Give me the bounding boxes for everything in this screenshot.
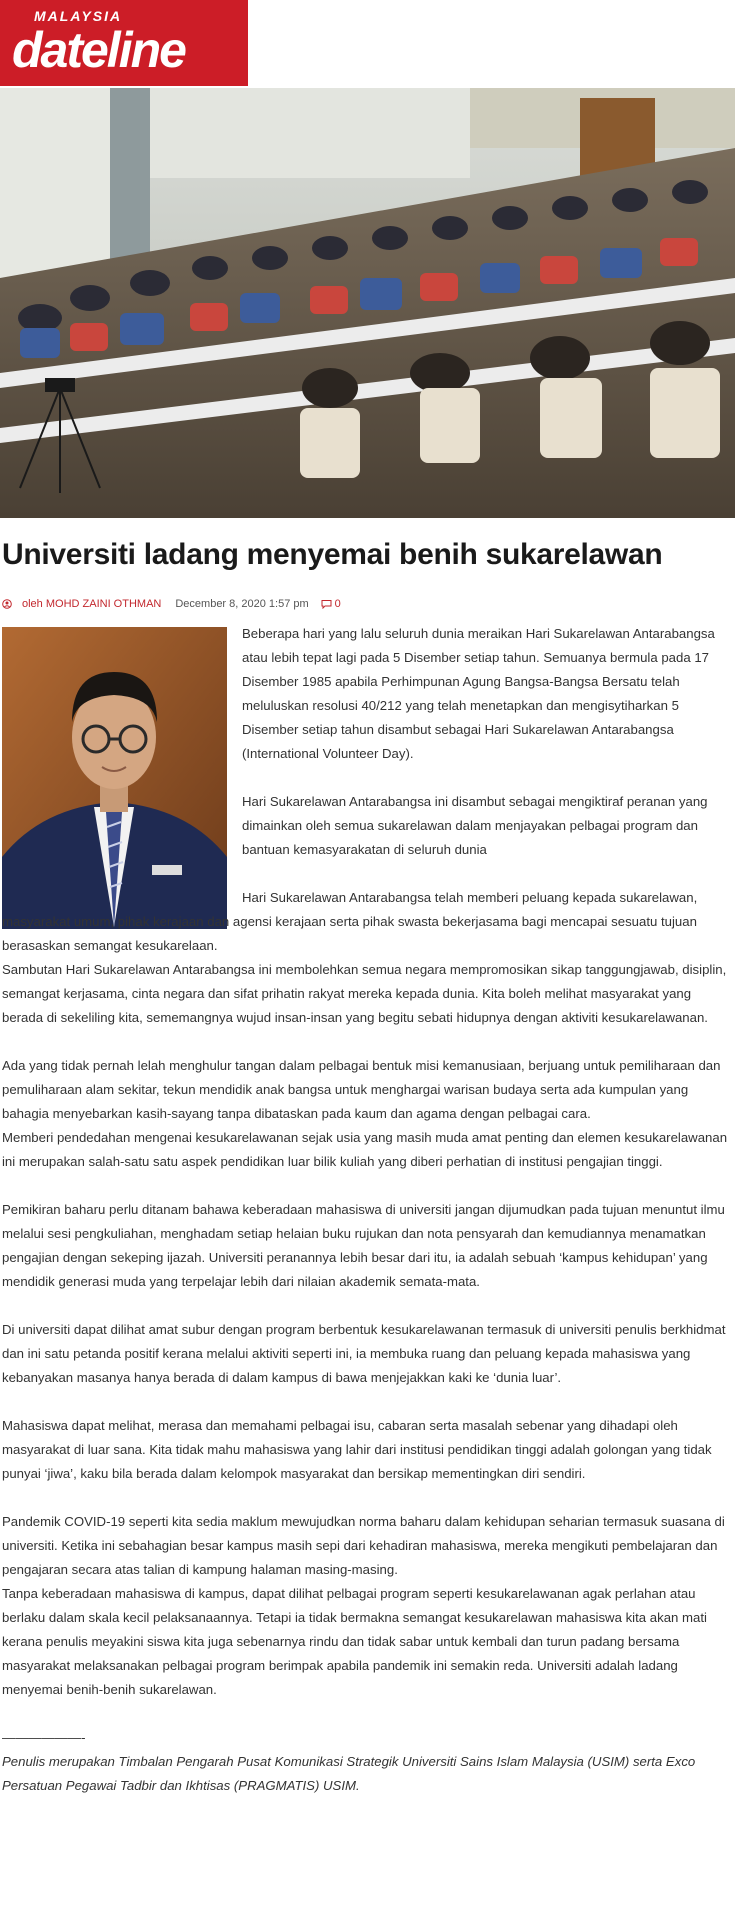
paragraph: Beberapa hari yang lalu seluruh dunia meraikan Hari Sukarelawan Antarabangsa atau lebih tepat lagi pada 5 Disember setiap tahun. Semuanya bermula pada 17 Disember 1985 apabila Perhimpunan Agung Bangsa-Bangsa Bersatu telah meluluskan resolusi 40/212 yang telah menetapkan dan mengisytiharkan 5 Disember setiap tahun disambut sebagai Hari Sukarelawan Antarabangsa (International Volunteer Day). — [242, 626, 715, 761]
hero-image — [0, 88, 735, 518]
article-meta — [2, 597, 341, 611]
article-title: Universiti ladang menyemai benih sukarelawan — [2, 538, 663, 571]
site-logo[interactable] — [0, 0, 248, 86]
author-link[interactable]: oleh MOHD ZAINI OTHMAN — [22, 598, 162, 610]
paragraph: Hari Sukarelawan Antarabangsa telah memberi peluang kepada sukarelawan, masyarakat umum, pihak kerajaan dan agensi kerajaan serta pihak swasta bekerjasama bagi mencapai sesuatu tujuan berasaskan semangat kesukarelaan. — [2, 890, 698, 953]
paragraph: Sambutan Hari Sukarelawan Antarabangsa ini membolehkan semua negara mempromosikan sikap tanggungjawab, disiplin, semangat kerjasama, cinta negara dan sifat prihatin rakyat mereka kepada dunia. Kita boleh melihat masyarakat yang berada di sekeliling kita, sememangnya wujud insan-insan yang begitu sebati hidupnya dengan aktiviti kesukarelawanan. — [2, 962, 727, 1025]
paragraph: Hari Sukarelawan Antarabangsa ini disambut sebagai mengiktiraf peranan yang dimainkan oleh semua sukarelawan dalam menjayakan pelbagai program dan bantuan kemasyarakatan di seluruh dunia — [242, 794, 708, 857]
paragraph: Tanpa keberadaan mahasiswa di kampus, dapat dilihat pelbagai program seperti kesukarelawanan agak perlahan atau berlaku dalam skala kecil pelaksanaannya. Tetapi ia tidak bermakna semangat kesukarelawan mahasiswa kita akan mati kerana penulis meyakini siswa kita juga sebenarnya rindu dan tidak sabar untuk kembali dan turun padang bersama masyarakat melaksanakan pelbagai program berimpak apabila pandemik ini semakin reda. Universiti adalah ladang menyemai benih-benih sukarelawan. — [2, 1586, 707, 1697]
comments-count: 0 — [334, 598, 341, 610]
article-body — [2, 622, 734, 1798]
paragraph: Pandemik COVID-19 seperti kita sedia maklum mewujudkan norma baharu dalam kehidupan seharian termasuk suasana di universiti. Ketika ini sebahagian besar kampus masih sepi dari kehadiran mahasiswa, mereka mengikuti pembelajaran dan pengajaran secara atas talian di kampung halaman masing-masing. — [2, 1514, 725, 1577]
paragraph: Ada yang tidak pernah lelah menghulur tangan dalam pelbagai bentuk misi kemanusiaan, berjuang untuk pemiliharaan dan pemuliharaan alam sekitar, tekun mendidik anak bangsa untuk menghargai warisan budaya serta ada kumpulan yang bahagia menyebarkan kasih-sayang tanpa dibataskan pada kaum dan agama dengan pelbagai cara. — [2, 1058, 721, 1121]
logo-main-text: dateline — [12, 22, 185, 78]
user-icon — [2, 599, 12, 609]
paragraph: Pemikiran baharu perlu ditanam bahawa keberadaan mahasiswa di universiti jangan dijumudkan pada tujuan menuntut ilmu melalui sesi pengkuliahan, menghadam setiap helaian buku rujukan dan nota pensyarah dan kemudiannya menamatkan pengajian dengan sekeping ijazah. Universiti peranannya lebih besar dari itu, ia adalah sebuah ‘kampus kehidupan’ yang mendidik generasi muda yang terpelajar lebih dari nilaian akademik semata-mata. — [2, 1202, 725, 1289]
separator: ——————- — [2, 1730, 86, 1745]
comments-link[interactable] — [321, 598, 341, 610]
paragraph: Memberi pendedahan mengenai kesukarelawanan sejak usia yang masih muda amat penting dan elemen kesukarelawanan ini merupakan salah-satu satu aspek pendidikan luar bilik kuliah yang diberi perhatian di institusi pengajian tinggi. — [2, 1130, 728, 1169]
comment-icon — [321, 599, 332, 609]
paragraph: Mahasiswa dapat melihat, merasa dan memahami pelbagai isu, cabaran serta masalah sebenar yang dihadapi oleh masyarakat di luar sana. Kita tidak mahu mahasiswa yang lahir dari institusi pendidikan tinggi adalah golongan yang tidak punyai ‘jiwa’, kaku bila berada dalam kelompok masyarakat dan bersikap mementingkan diri sendiri. — [2, 1418, 712, 1481]
author-footnote: Penulis merupakan Timbalan Pengarah Pusat Komunikasi Strategik Universiti Sains Islam Malaysia (USIM) serta Exco Persatuan Pegawai Tadbir dan Ikhtisas (PRAGMATIS) USIM. — [2, 1754, 696, 1793]
paragraph: Di universiti dapat dilihat amat subur dengan program berbentuk kesukarelawanan termasuk di universiti penulis berkhidmat dan ini satu petanda positif kerana melalui aktiviti seperti ini, ia membuka ruang dan peluang kepada mahasiswa yang kebanyakan masanya hanya berada di dalam kampus di bawa menjejakkan kaki ke ‘dunia luar’. — [2, 1322, 726, 1385]
publish-date: December 8, 2020 1:57 pm — [175, 598, 309, 610]
logo-top-text: MALAYSIA — [34, 8, 123, 24]
